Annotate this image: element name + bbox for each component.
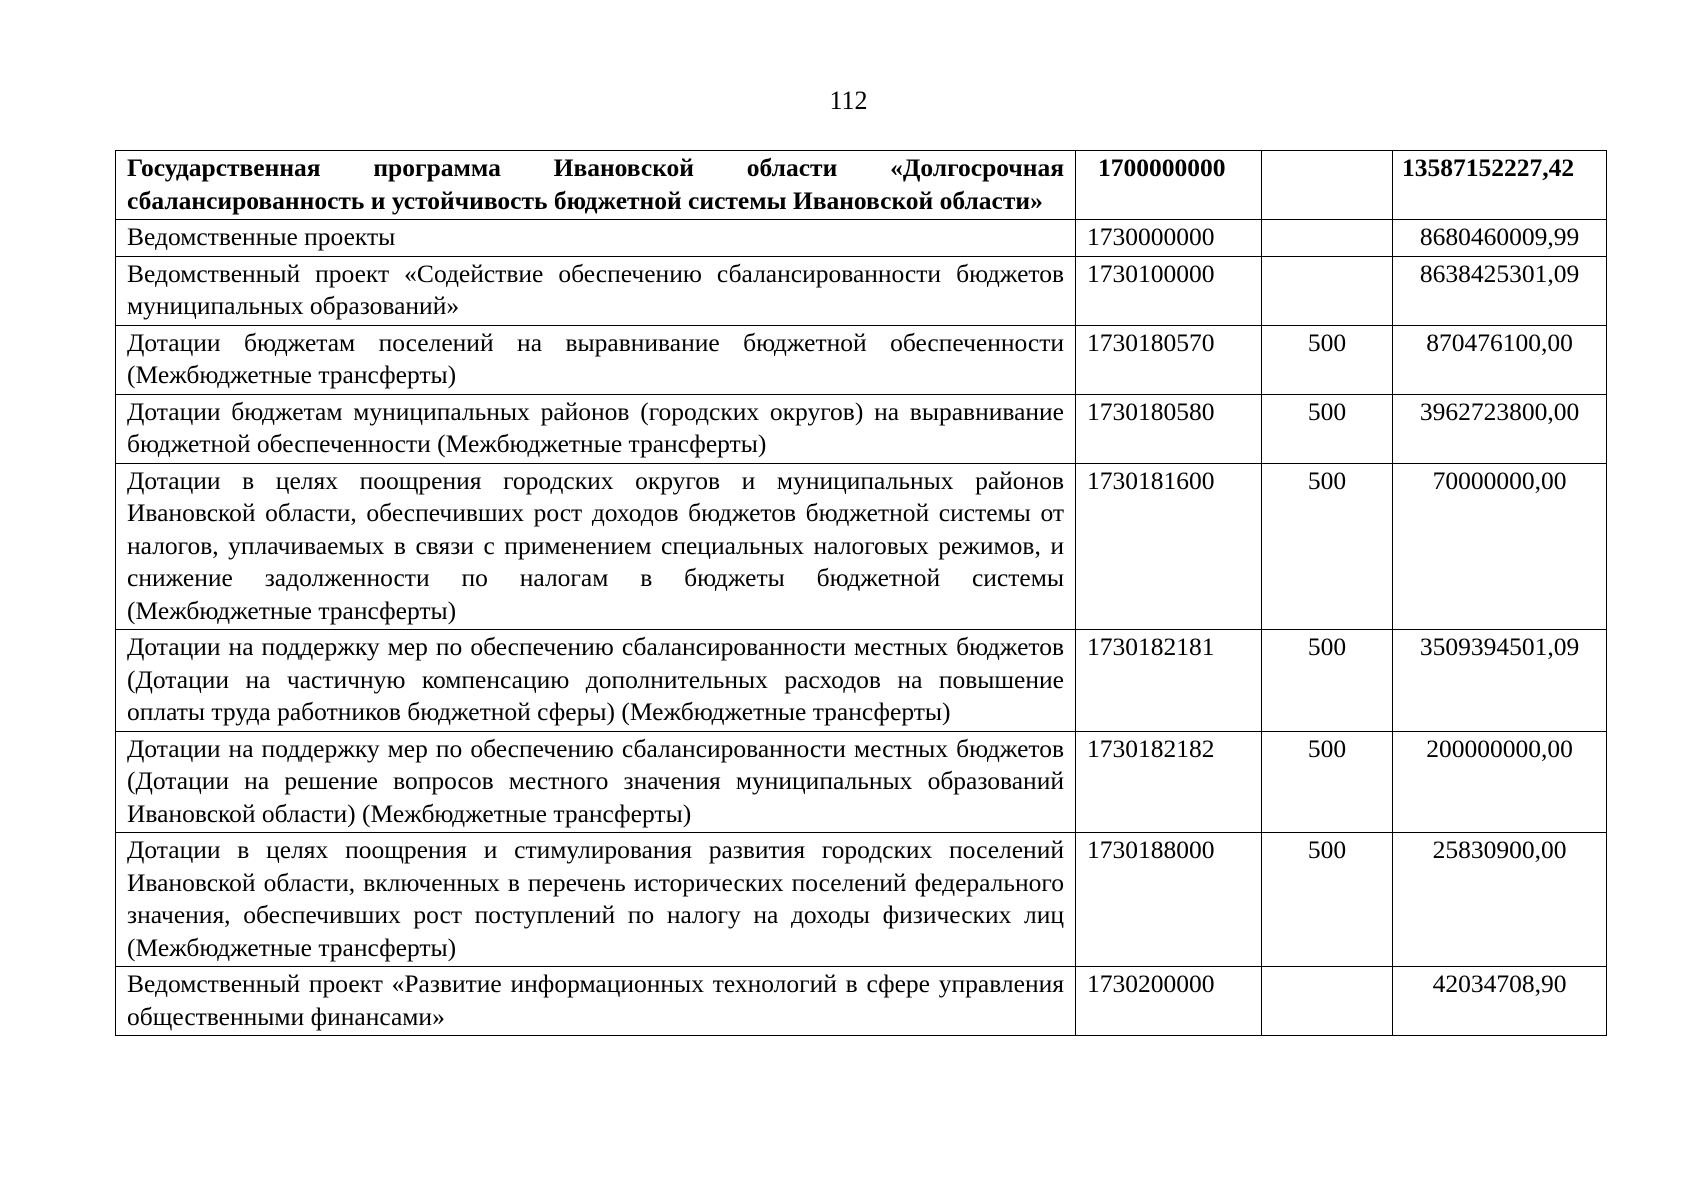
row-type-cell: 500 (1262, 731, 1393, 833)
page-number: 112 (829, 86, 868, 115)
table-row (116, 394, 1607, 463)
row-code-cell: 1730181600 (1076, 463, 1262, 630)
row-sum-cell: 13587152227,42 (1393, 151, 1607, 220)
table-row (116, 151, 1607, 220)
table-row (116, 463, 1607, 630)
row-code-cell: 1730182181 (1076, 630, 1262, 732)
row-type-cell (1262, 256, 1393, 325)
row-code-cell: 1730180570 (1076, 325, 1262, 394)
row-sum-cell: 8638425301,09 (1393, 256, 1607, 325)
row-sum-cell: 70000000,00 (1393, 463, 1607, 630)
row-name-cell: Ведомственный проект «Развитие информационных технологий в сфере управления общественными финансами» (116, 967, 1076, 1036)
row-name-cell: Дотации бюджетам муниципальных районов (городских округов) на выравнивание бюджетной обеспеченности (Межбюджетные трансферты) (116, 394, 1076, 463)
row-name-cell: Государственная программа Ивановской области «Долгосрочная сбалансированность и устойчивость бюджетной системы Ивановской области» (116, 151, 1076, 220)
row-name-cell: Дотации на поддержку мер по обеспечению сбалансированности местных бюджетов (Дотации на частичную компенсацию дополнительных расходов на повышение оплаты труда работников бюджетной сферы) (Межбюджетные трансферты) (116, 630, 1076, 732)
budget-table (115, 150, 1607, 1036)
row-name-cell: Ведомственные проекты (116, 220, 1076, 257)
row-type-cell: 500 (1262, 833, 1393, 967)
row-sum-cell: 870476100,00 (1393, 325, 1607, 394)
row-type-cell: 500 (1262, 325, 1393, 394)
row-sum-cell: 42034708,90 (1393, 967, 1607, 1036)
row-type-cell (1262, 151, 1393, 220)
row-code-cell: 1730200000 (1076, 967, 1262, 1036)
row-code-cell: 1730100000 (1076, 256, 1262, 325)
row-sum-cell: 200000000,00 (1393, 731, 1607, 833)
table-row (116, 220, 1607, 257)
row-sum-cell: 25830900,00 (1393, 833, 1607, 967)
row-type-cell: 500 (1262, 463, 1393, 630)
row-name-cell: Дотации на поддержку мер по обеспечению сбалансированности местных бюджетов (Дотации на решение вопросов местного значения муниципальных образований Ивановской области) (Межбюджетные трансферты) (116, 731, 1076, 833)
row-code-cell: 1700000000 (1076, 151, 1262, 220)
row-type-cell: 500 (1262, 630, 1393, 732)
row-name-cell: Дотации в целях поощрения городских округов и муниципальных районов Ивановской области, обеспечивших рост доходов бюджетов бюджетной системы от налогов, уплачиваемых в связи с применением специальных налоговых режимов, и снижение задолженности по налогам в бюджеты бюджетной системы (Межбюджетные трансферты) (116, 463, 1076, 630)
row-name-cell: Дотации в целях поощрения и стимулирования развития городских поселений Ивановской области, включенных в перечень исторических поселений федерального значения, обеспечивших рост поступлений по налогу на доходы физических лиц (Межбюджетные трансферты) (116, 833, 1076, 967)
row-code-cell: 1730180580 (1076, 394, 1262, 463)
row-code-cell: 1730182182 (1076, 731, 1262, 833)
table-row (116, 630, 1607, 732)
table-row (116, 833, 1607, 967)
row-sum-cell: 3962723800,00 (1393, 394, 1607, 463)
row-code-cell: 1730188000 (1076, 833, 1262, 967)
row-sum-cell: 3509394501,09 (1393, 630, 1607, 732)
row-type-cell (1262, 220, 1393, 257)
table-row (116, 967, 1607, 1036)
row-sum-cell: 8680460009,99 (1393, 220, 1607, 257)
row-type-cell: 500 (1262, 394, 1393, 463)
row-code-cell: 1730000000 (1076, 220, 1262, 257)
row-type-cell (1262, 967, 1393, 1036)
table-row (116, 731, 1607, 833)
table-row (116, 325, 1607, 394)
table-row (116, 256, 1607, 325)
row-name-cell: Дотации бюджетам поселений на выравнивание бюджетной обеспеченности (Межбюджетные трансферты) (116, 325, 1076, 394)
row-name-cell: Ведомственный проект «Содействие обеспечению сбалансированности бюджетов муниципальных образований» (116, 256, 1076, 325)
